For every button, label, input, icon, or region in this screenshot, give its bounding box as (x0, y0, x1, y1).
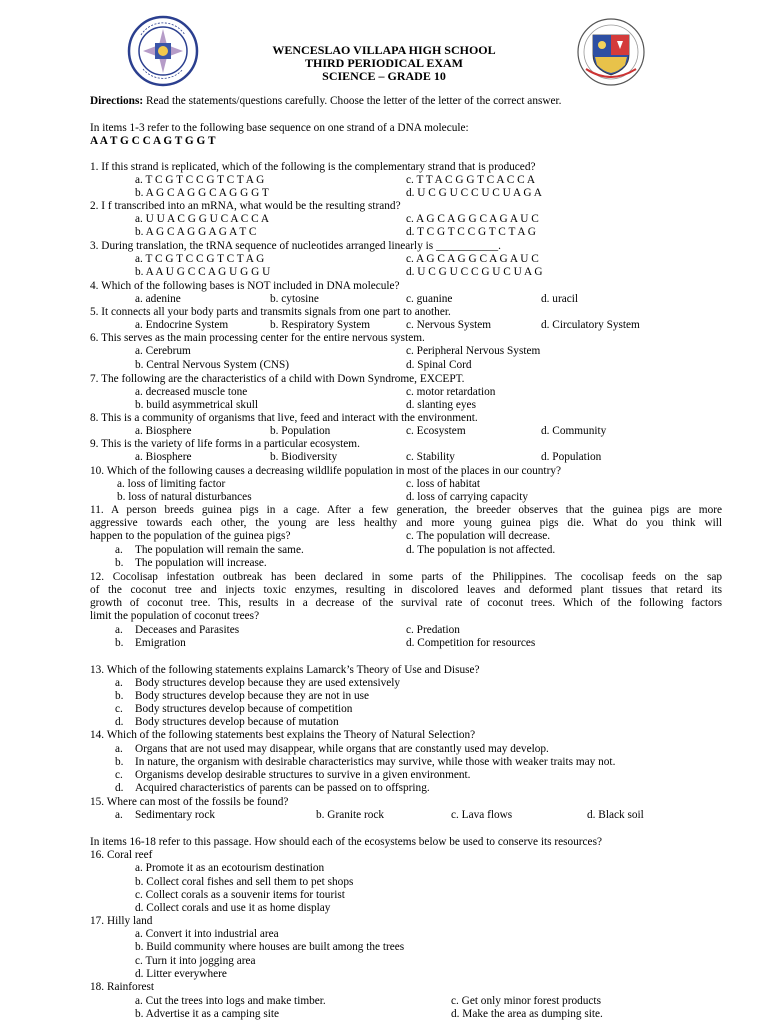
q5-option-c: c. Nervous System (406, 319, 492, 331)
q10-option-a: a. loss of limiting factor (117, 478, 226, 490)
q10-option-b: b. loss of natural disturbances (117, 491, 252, 503)
q17-option-d: d. Litter everywhere (135, 968, 227, 980)
question-2: 2. I f transcribed into an mRNA, what would be the resulting strand? (90, 200, 401, 212)
question-11-line-1: 11. A person breeds guinea pigs in a cage. After a few generation, the breeder observes that the guinea pigs are more (90, 504, 722, 516)
q8-option-a: a. Biosphere (135, 425, 192, 437)
question-5: 5. It connects all your body parts and transmits signals from one part to another. (90, 306, 451, 318)
question-8: 8. This is a community of organisms that live, feed and interact with the environment. (90, 412, 478, 424)
q18-option-c: c. Get only minor forest products (451, 995, 601, 1007)
q13-option-b-letter: b. (115, 690, 124, 702)
q2-option-c: c. A G C A G G C A G A U C (406, 213, 539, 225)
question-3: 3. During translation, the tRNA sequence of nucleotides arranged linearly is ___________. (90, 240, 501, 252)
q6-option-a: a. Cerebrum (135, 345, 191, 357)
q1-option-a: a. T C G T C C G T C T A G (135, 174, 265, 186)
q10-option-d: d. loss of carrying capacity (406, 491, 529, 503)
q5-option-b: b. Respiratory System (270, 319, 371, 331)
q4-option-a: a. adenine (135, 293, 181, 305)
question-12-line-3: growth of coconut tree. This, results in a decrease of the survival rate of coconut trees. Which of the following factors (90, 597, 722, 609)
q18-option-b: b. Advertise it as a camping site (135, 1008, 280, 1020)
q12-option-a: Deceases and Parasites (135, 624, 240, 636)
q14-option-a: Organs that are not used may disappear, while organs that are constantly used may develop. (135, 743, 549, 755)
q12-option-c: c. Predation (406, 624, 460, 636)
q7-option-d: d. slanting eyes (406, 399, 476, 411)
school-name: WENCESLAO VILLAPA HIGH SCHOOL (272, 43, 496, 57)
exam-title: THIRD PERIODICAL EXAM (304, 56, 463, 70)
q7-option-b: b. build asymmetrical skull (135, 399, 258, 411)
question-6: 6. This serves as the main processing center for the entire nervous system. (90, 332, 425, 344)
directions-label: Directions: (90, 95, 144, 107)
q3-option-d: d. U C G U C C G U C U A G (406, 266, 543, 278)
q15-option-a: Sedimentary rock (135, 809, 215, 821)
q15-option-c: c. Lava flows (451, 809, 513, 821)
question-10: 10. Which of the following causes a decreasing wildlife population in most of the places in our country? (90, 465, 561, 477)
q3-option-a: a. T C G T C C G T C T A G (135, 253, 265, 265)
q12-option-d: d. Competition for resources (406, 637, 536, 649)
q1-option-b: b. A G C A G G C A G G G T (135, 187, 269, 199)
q18-option-d: d. Make the area as dumping site. (451, 1008, 603, 1020)
q12-option-b: Emigration (135, 637, 186, 649)
q13-option-c-letter: c. (115, 703, 123, 715)
q11-option-c: c. The population will decrease. (406, 530, 551, 542)
q16-option-d: d. Collect corals and use it as home display (135, 902, 331, 914)
q7-option-a: a. decreased muscle tone (135, 386, 248, 398)
q13-option-b: Body structures develop because they are not in use (135, 690, 370, 702)
q8-option-d: d. Community (541, 425, 607, 437)
q2-option-b: b. A G C A G G A G A T C (135, 226, 257, 238)
question-4: 4. Which of the following bases is NOT included in DNA molecule? (90, 280, 400, 292)
q8-option-c: c. Ecosystem (406, 425, 466, 437)
question-11-line-3: happen to the population of the guinea pigs? (90, 530, 291, 542)
intro-dna: In items 1-3 refer to the following base sequence on one strand of a DNA molecule: (90, 122, 469, 134)
dna-sequence: A A T G C C A G T G G T (90, 135, 216, 147)
q14-option-a-letter: a. (115, 743, 123, 755)
q12-option-a-letter: a. (115, 624, 123, 636)
q1-option-d: d. U C G U C C U C U A G A (406, 187, 542, 199)
q16-option-c: c. Collect corals as a souvenir items for tourist (135, 889, 345, 901)
question-13: 13. Which of the following statements explains Lamarck’s Theory of Use and Disuse? (90, 664, 480, 676)
q14-option-b: In nature, the organism with desirable characteristics may survive, while those with weaker traits may not. (135, 756, 616, 768)
q13-option-a-letter: a. (115, 677, 123, 689)
q7-option-c: c. motor retardation (406, 386, 496, 398)
question-1: 1. If this strand is replicated, which of the following is the complementary strand that is produced? (90, 161, 536, 173)
q11-option-d: d. The population is not affected. (406, 544, 556, 556)
q6-option-c: c. Peripheral Nervous System (406, 345, 541, 357)
q13-option-d: Body structures develop because of mutation (135, 716, 339, 728)
question-18: 18. Rainforest (90, 981, 155, 993)
q16-option-a: a. Promote it as an ecotourism destination (135, 862, 325, 874)
question-14: 14. Which of the following statements best explains the Theory of Natural Selection? (90, 729, 476, 741)
q15-option-b: b. Granite rock (316, 809, 385, 821)
q14-option-b-letter: b. (115, 756, 124, 768)
question-17: 17. Hilly land (90, 915, 153, 927)
question-15: 15. Where can most of the fossils be found? (90, 796, 289, 808)
directions (90, 95, 562, 108)
question-12-line-4: limit the population of coconut trees? (90, 610, 260, 622)
q15-option-a-letter: a. (115, 809, 123, 821)
q15-option-d: d. Black soil (587, 809, 644, 821)
directions-text: Read the statements/questions carefully. Choose the letter of the letter of the correct answer. (143, 95, 562, 107)
q11-option-a-letter: a. (115, 544, 123, 556)
question-11-line-2: aggressive towards each other, the young are less healthy and more young guinea pigs die. What do you think will (90, 517, 722, 529)
q9-option-b: b. Biodiversity (270, 451, 338, 463)
q10-option-c: c. loss of habitat (406, 478, 481, 490)
q4-option-b: b. cytosine (270, 293, 319, 305)
q16-option-b: b. Collect coral fishes and sell them to pet shops (135, 876, 354, 888)
q14-option-c: Organisms develop desirable structures to survive in a given environment. (135, 769, 471, 781)
question-16: 16. Coral reef (90, 849, 153, 861)
q18-option-a: a. Cut the trees into logs and make timber. (135, 995, 326, 1007)
q5-option-d: d. Circulatory System (541, 319, 640, 331)
q4-option-d: d. uracil (541, 293, 579, 305)
q2-option-d: d. T C G T C C G T C T A G (406, 226, 536, 238)
q6-option-d: d. Spinal Cord (406, 359, 472, 371)
q4-option-c: c. guanine (406, 293, 453, 305)
q11-option-a: The population will remain the same. (135, 544, 304, 556)
q2-option-a: a. U U A C G G U C A C C A (135, 213, 270, 225)
subject-title: SCIENCE – GRADE 10 (322, 69, 446, 83)
q14-option-d: Acquired characteristics of parents can be passed on to offspring. (135, 782, 430, 794)
q13-option-c: Body structures develop because of competition (135, 703, 353, 715)
q13-option-d-letter: d. (115, 716, 124, 728)
q17-option-c: c. Turn it into jogging area (135, 955, 256, 967)
q9-option-d: d. Population (541, 451, 602, 463)
question-9: 9. This is the variety of life forms in a particular ecosystem. (90, 438, 360, 450)
q8-option-b: b. Population (270, 425, 331, 437)
q13-option-a: Body structures develop because they are used extensively (135, 677, 401, 689)
question-7: 7. The following are the characteristics of a child with Down Syndrome, EXCEPT. (90, 373, 465, 385)
q12-option-b-letter: b. (115, 637, 124, 649)
question-12-line-2: of the coconut tree and injects toxic enzymes, resulting in discolored leaves and deformed plant tissues that retard its (90, 584, 722, 596)
q17-option-a: a. Convert it into industrial area (135, 928, 279, 940)
q3-option-c: c. A G C A G G C A G A U C (406, 253, 539, 265)
question-12-line-1: 12. Cocolisap infestation outbreak has been declared in some parts of the Philippines. The cocolisap feeds on the sap (90, 571, 722, 583)
q11-option-b-letter: b. (115, 557, 124, 569)
q9-option-c: c. Stability (406, 451, 455, 463)
q3-option-b: b. A A U G C C A G U G G U (135, 266, 271, 278)
intro-ecosystems: In items 16-18 refer to this passage. How should each of the ecosystems below be used to conserve its resources? (90, 836, 602, 848)
q6-option-b: b. Central Nervous System (CNS) (135, 359, 290, 371)
q11-option-b: The population will increase. (135, 557, 267, 569)
q1-option-c: c. T T A C G G T C A C C A (406, 174, 536, 186)
q5-option-a: a. Endocrine System (135, 319, 229, 331)
q9-option-a: a. Biosphere (135, 451, 192, 463)
q14-option-d-letter: d. (115, 782, 124, 794)
q14-option-c-letter: c. (115, 769, 123, 781)
q17-option-b: b. Build community where houses are built among the trees (135, 941, 405, 953)
